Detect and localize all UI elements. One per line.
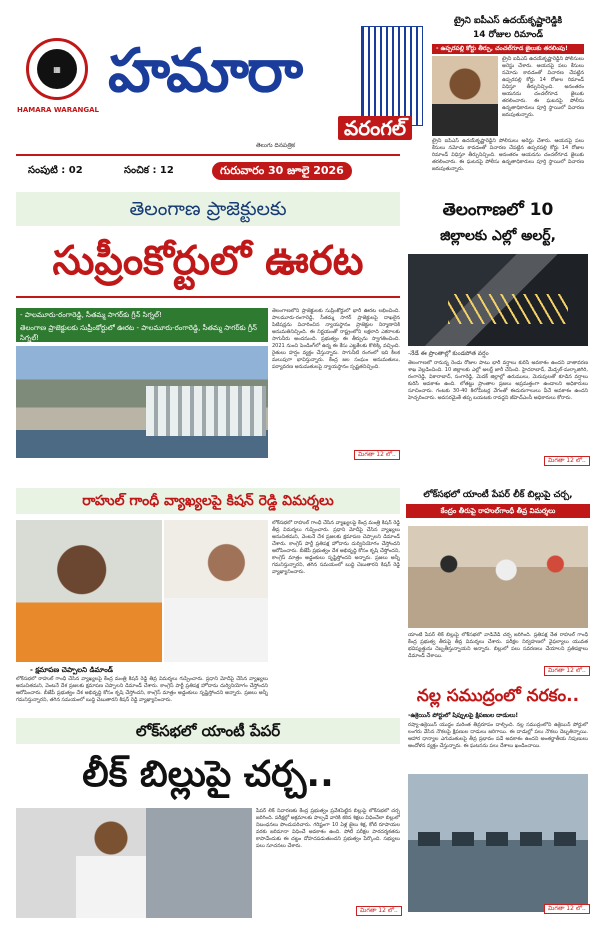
dam-photo: [16, 346, 268, 458]
black-sea-subhead: -ఉక్రెయిన్ పోర్టులో షిప్పులపై క్షిపణుల దాడులు!: [408, 712, 519, 719]
masthead-tagline: తెలుగు దినపత్రిక: [256, 142, 296, 149]
lok-right-headline: లోక్‌సభలో యాంటీ పేపర్ లీక్ బిల్లుపై చర్చ,: [423, 490, 573, 500]
top-right-subhead: - ఉప్పరపల్లి కోర్టు తీర్పు, చంచల్‌గూడ జైలుకు తరలింపు!: [432, 44, 584, 54]
top-right-story: [432, 14, 584, 186]
lead-bullet-1: - పాలమూరు-రంగారెడ్డి, సీతమ్మ సాగర్‌కు గ్రీన్ సిగ్నల్!: [20, 311, 162, 319]
masthead-logo: [26, 38, 88, 100]
rain-more-link[interactable]: మిగతా 12 లో..: [544, 456, 590, 466]
rahul-headline: రాహుల్ గాంధీ వ్యాఖ్యలపై కిషన్ రెడ్డి విమర్శలు: [82, 493, 334, 509]
lok-bottom-kicker: లోక్‌సభలో యాంటీ పేపర్: [135, 722, 281, 740]
lok-bottom-more-link[interactable]: మిగతా 12 లో..: [356, 906, 402, 916]
lok-right-body: యాంటీ పేపర్ లీక్ బిల్లుపై లోక్‌సభలో వాడీవేడి చర్చ జరిగింది. ప్రతిపక్ష నేత రాహుల్ గాంధీ కేంద్ర ప్రభుత్వ తీరుపై తీవ్ర విమర్శలు చేశారు. పరీక్షల నిర్వహణలో వైఫల్యాలు యువత భవిష్యత్తును దెబ్బతీస్తున్నాయని అన్నారు. బిల్లులో పలు సవరణలు చేయాలని ప్రతిపక్షాలు డిమాండ్ చేశాయి.: [408, 632, 588, 659]
rahul-caption: - క్షమాపణ చెప్పాలని డిమాండ్: [30, 666, 113, 674]
logo-ring-text: HAMARA WARANGAL: [16, 106, 100, 114]
top-right-body: ట్రైనీ ఐపీఎస్ ఉదయ్‌కృష్ణారెడ్డిని పోలీసులు అరెస్టు చేశారు. ఆయనపై పలు కేసులు నమోదు కావడంతో విచారణ చేపట్టిన ఉప్పరపల్లి కోర్టు 14 రోజుల రిమాండ్ విధిస్తూ తీర్పునిచ్చింది. అనంతరం ఆయనను చంచల్‌గూడ జైలుకు తరలించారు. ఈ ఘటనపై పోలీసు ఉన్నతాధికారులు పూర్తి స్థాయిలో విచారణ జరుపుతున్నారు.: [502, 56, 584, 118]
lok-right-more-link[interactable]: మిగతా 12 లో..: [544, 666, 590, 676]
lead-headline: సుప్రీంకోర్టులో ఊరట: [52, 238, 364, 284]
lead-kicker: తెలంగాణ ప్రాజెక్టులకు: [129, 198, 287, 220]
dam-spillway: [146, 386, 266, 436]
rahul-photo: [164, 520, 268, 662]
masthead-subtitle: వరంగల్: [338, 116, 412, 140]
rain-headline-2: జిల్లాలకు ఎల్లో అలర్ట్,: [440, 228, 556, 244]
black-sea-more-link[interactable]: మిగతా 12 లో..: [544, 904, 590, 914]
black-sea-body: రష్యా-ఉక్రెయిన్ యుద్ధం మరింత తీవ్రరూపం దాల్చింది. నల్ల సముద్రంలోని ఉక్రెయిన్ పోర్టులో లంగరు వేసిన నౌకలపై క్షిపణుల దాడులు జరిగాయి. ఈ దాడుల్లో పలు నౌకలు దెబ్బతిన్నాయి. ఆహార ధాన్యాల ఎగుమతులపై తీవ్ర ప్రభావం పడే అవకాశం ఉందని అంతర్జాతీయ నిపుణులు ఆందోళన వ్యక్తం చేస్తున్నారు. ఈ ఘటనను పలు దేశాలు ఖండించాయి.: [408, 722, 588, 749]
rain-traffic-lights: [448, 294, 568, 324]
rain-headline-1: తెలంగాణలో 10: [442, 200, 554, 220]
rahul-body-left: లోక్‌సభలో రాహుల్ గాంధీ చేసిన వ్యాఖ్యలపై కేంద్ర మంత్రి కిషన్ రెడ్డి తీవ్ర విమర్శలు గుప్పించారు. ప్రధాని మోదీపై చేసిన వ్యాఖ్యలు అనుచితమని, వెంటనే దేశ ప్రజలకు క్షమాపణ చెప్పాలని డిమాండ్ చేశారు. కాంగ్రెస్ పార్టీ ప్రతిపక్ష హోదాను దుర్వినియోగం చేస్తోందని ఆరోపించారు. బీజేపీ ప్రభుత్వం దేశ అభివృద్ధి కోసం కృషి చేస్తోందని, కాంగ్రెస్ మాత్రం అడ్డంకులు సృష్టిస్తోందని అన్నారు. ప్రజలు అన్నీ గమనిస్తున్నారని, తగిన సమయంలో బుద్ధి చెబుతారని కిషన్ రెడ్డి వ్యాఖ్యానించారు.: [16, 676, 268, 703]
masthead-rule: [16, 154, 400, 156]
minister-photo: [16, 808, 252, 918]
ships-silhouettes: [418, 832, 578, 846]
kishan-reddy-photo: [16, 520, 162, 662]
lok-bottom-body: పేపర్ లీక్ నివారణకు కేంద్ర ప్రభుత్వం ప్రవేశపెట్టిన బిల్లుపై లోక్‌సభలో చర్చ జరిగింది. పరీక్షల్లో అక్రమాలకు పాల్పడే వారికి కఠిన శిక్షలు విధించేలా బిల్లులో నిబంధనలు పొందుపరిచారు. గరిష్టంగా 10 ఏళ్ల జైలు శిక్ష, కోటి రూపాయల వరకు జరిమానా విధించే అవకాశం ఉంది. పోటీ పరీక్షల పారదర్శకతను కాపాడేందుకు ఈ చట్టం దోహదపడుతుందని ప్రభుత్వం పేర్కొంది. సభ్యులు పలు సూచనలు చేశారు.: [256, 808, 400, 849]
date-bar: గురువారం 30 జూలై 2026: [212, 162, 352, 180]
lead-bullet-2: తెలంగాణ ప్రాజెక్టులకు సుప్రీంకోర్టులో ఊరట - పాలమూరు-రంగారెడ్డి, సీతమ్మ సాగర్‌కు గ్రీన్ సిగ్నల్!: [20, 324, 257, 342]
lead-more-link[interactable]: మిగతా 12 లో..: [354, 450, 400, 460]
top-right-body-cont: ట్రైనీ ఐపీఎస్ ఉదయ్‌కృష్ణారెడ్డిని పోలీసులు అరెస్టు చేశారు. ఆయనపై పలు కేసులు నమోదు కావడంతో విచారణ చేపట్టిన ఉప్పరపల్లి కోర్టు 14 రోజుల రిమాండ్ విధిస్తూ తీర్పునిచ్చింది. అనంతరం ఆయనను చంచల్‌గూడ జైలుకు తరలించారు. ఈ ఘటనపై పోలీసు ఉన్నతాధికారులు పూర్తి స్థాయిలో విచారణ జరుపుతున్నారు.: [432, 138, 584, 172]
lead-bullets: [16, 308, 268, 342]
lead-rule: [16, 296, 400, 298]
rain-caption: -నేడే ఈ ప్రాంతాల్లో కుండపోత వర్షం: [408, 350, 489, 357]
rain-photo: [408, 254, 588, 346]
fort-gate-icon: [361, 26, 423, 126]
lok-bottom-kicker-band: [16, 718, 400, 744]
lead-kicker-band: [16, 192, 400, 226]
top-right-headline-1: ట్రైని ఐపీఎస్ ఉదయ్‌కృష్ణారెడ్డికి: [453, 16, 563, 26]
lok-sabha-photo: [408, 526, 588, 628]
lead-body: తెలంగాణలోని ప్రాజెక్టులకు సుప్రీంకోర్టులో భారీ ఊరట లభించింది. పాలమూరు-రంగారెడ్డి, సీతమ్మ సాగర్ ప్రాజెక్టులపై దాఖలైన పిటిషన్లను విచారించిన న్యాయస్థానం ప్రాజెక్టుల నిర్మాణానికి అనుమతినిచ్చింది. ఈ నిర్ణయంతో రాష్ట్రంలోని లక్షలాది ఎకరాలకు సాగునీరు అందనుంది. ప్రభుత్వం ఈ తీర్పును స్వాగతించింది. 2021 నుంచి పెండింగ్‌లో ఉన్న ఈ కేసు ఎట్టకేలకు కొలిక్కి వచ్చింది. రైతులు హర్షం వ్యక్తం చేస్తున్నారు. సాగునీటి రంగంలో ఇది కీలక మలుపుగా భావిస్తున్నారు. కేంద్ర జల సంఘం అనుమతులు, పర్యావరణ అనుమతులపై న్యాయస్థానం స్పష్టతనిచ్చింది.: [272, 308, 400, 370]
minister-figure: [76, 818, 146, 918]
lok-sabha-members: [416, 546, 580, 606]
top-right-headline-2: 14 రోజుల రిమాండ్: [473, 30, 543, 40]
masthead-title: హమారా: [108, 36, 302, 106]
rahul-headline-band: [16, 488, 400, 514]
volume-label: సంపుటి : 02: [28, 165, 83, 176]
rahul-body-right: లోక్‌సభలో రాహుల్ గాంధీ చేసిన వ్యాఖ్యలపై కేంద్ర మంత్రి కిషన్ రెడ్డి తీవ్ర విమర్శలు గుప్పించారు. ప్రధాని మోదీపై చేసిన వ్యాఖ్యలు అనుచితమని, వెంటనే దేశ ప్రజలకు క్షమాపణ చెప్పాలని డిమాండ్ చేశారు. కాంగ్రెస్ పార్టీ ప్రతిపక్ష హోదాను దుర్వినియోగం చేస్తోందని ఆరోపించారు. బీజేపీ ప్రభుత్వం దేశ అభివృద్ధి కోసం కృషి చేస్తోందని, కాంగ్రెస్ మాత్రం అడ్డంకులు సృష్టిస్తోందని అన్నారు. ప్రజలు అన్నీ గమనిస్తున్నారని, తగిన సమయంలో బుద్ధి చెబుతారని కిషన్ రెడ్డి వ్యాఖ్యానించారు.: [272, 520, 400, 575]
ships-photo: [408, 774, 588, 912]
masthead: [16, 18, 426, 150]
issue-label: సంచిక : 12: [124, 165, 174, 176]
lok-bottom-headline: లీక్ బిల్లుపై చర్చ..: [82, 754, 334, 795]
officer-photo: [432, 56, 498, 136]
black-sea-headline: నల్ల సముద్రంలో నరకం..: [416, 686, 580, 706]
lok-right-subhead: కేంద్రం తీరుపై రాహుల్‌గాంధీ తీవ్ర విమర్శలు: [406, 504, 590, 518]
rain-body: తెలంగాణలో రానున్న రెండు రోజుల పాటు భారీ వర్షాలు కురిసే అవకాశం ఉందని వాతావరణ శాఖ వెల్లడించింది. 10 జిల్లాలకు ఎల్లో అలర్ట్ జారీ చేసింది. హైదరాబాద్, మేడ్చల్-మల్కాజిగిరి, రంగారెడ్డి, వికారాబాద్, సంగారెడ్డి, మెదక్ జిల్లాల్లో ఉరుములు, మెరుపులతో కూడిన వర్షాలు కురిసే అవకాశం ఉంది. లోతట్టు ప్రాంతాల ప్రజలు అప్రమత్తంగా ఉండాలని అధికారులు సూచించారు. గంటకు 30-40 కిలోమీటర్ల వేగంతో ఈదురుగాలులు వీచే అవకాశం ఉందని హెచ్చరించారు. అవసరమైతే తప్ప బయటకు రావద్దని జీహెచ్ఎంసీ అధికారులు కోరారు.: [408, 360, 588, 401]
logo-emblem-icon: ▦: [37, 49, 77, 89]
